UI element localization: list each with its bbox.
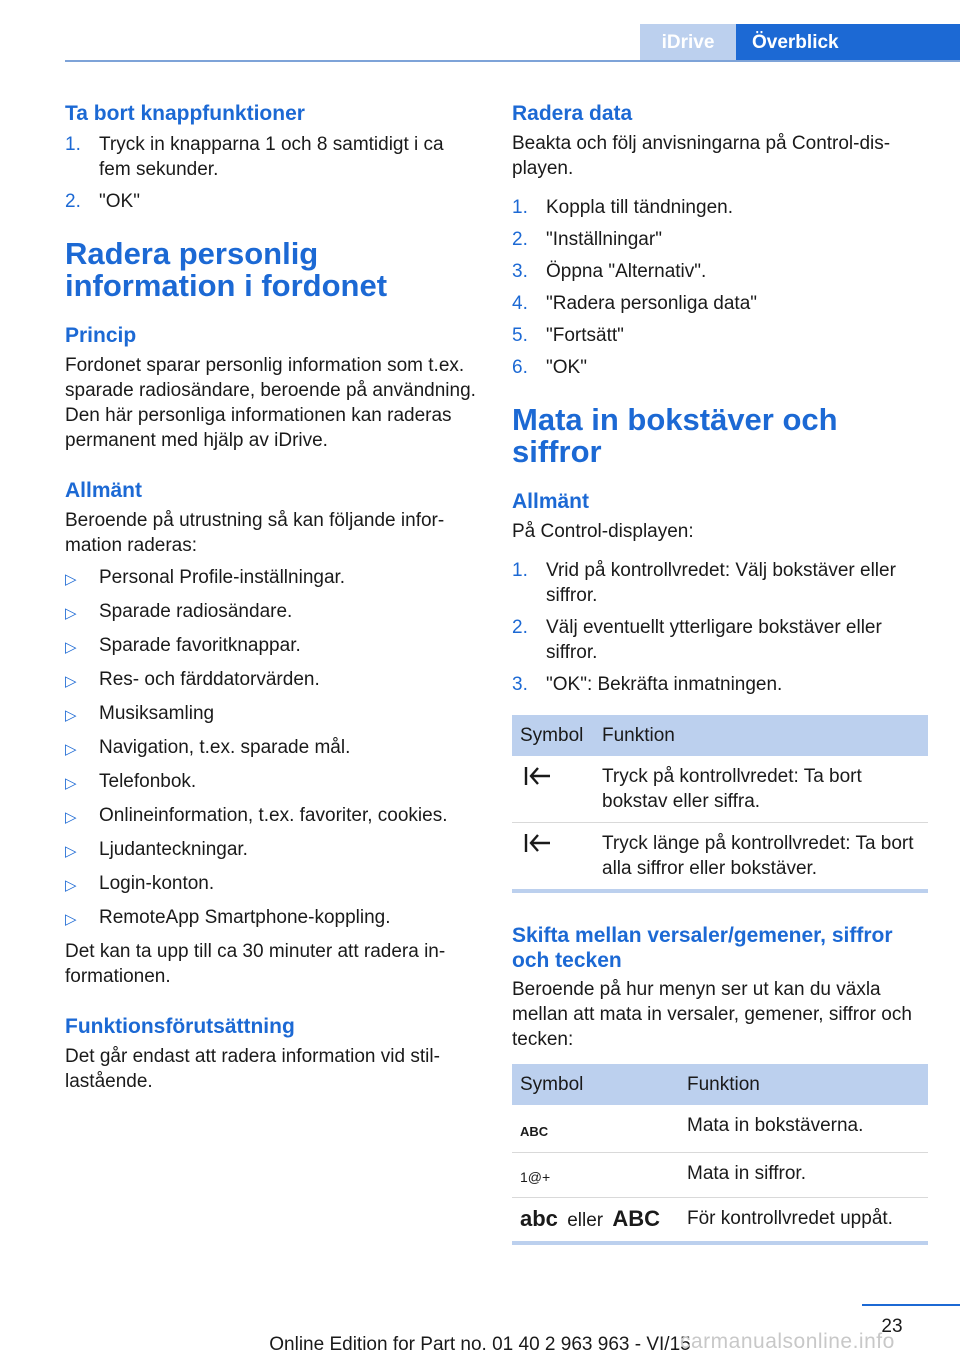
page-header xyxy=(0,0,960,62)
section-title-princip: Princip xyxy=(65,324,137,347)
triangle-bullet-icon: ▷ xyxy=(65,639,77,656)
list-item xyxy=(65,701,480,728)
column-header-funktion: Funktion xyxy=(679,1064,928,1105)
list-item xyxy=(65,905,480,932)
step-number: 4. xyxy=(512,293,528,314)
watermark: carmanualsonline.info xyxy=(680,1330,895,1353)
allmant-text: Beroende på utrustning så kan följande information raderas: xyxy=(65,510,445,556)
list-item xyxy=(65,667,480,694)
list-item xyxy=(65,189,480,214)
duration-text: Det kan ta upp till ca 30 minuter att radera informationen. xyxy=(65,941,446,987)
section-title-prerequisite: Funktionsförutsättning xyxy=(65,1015,295,1038)
list-item xyxy=(65,871,480,898)
lowercase-abc-icon: abc xyxy=(520,1206,558,1231)
list-item xyxy=(512,558,928,608)
column-header-symbol: Symbol xyxy=(512,1064,679,1105)
triangle-bullet-icon: ▷ xyxy=(65,707,77,724)
table-row xyxy=(512,1198,928,1244)
triangle-bullet-icon: ▷ xyxy=(65,741,77,758)
list-item-text: RemoteApp Smartphone-koppling. xyxy=(99,907,391,928)
list-item-text: Navigation, t.ex. sparade mål. xyxy=(99,737,351,758)
list-item xyxy=(65,803,480,830)
function-cell: Mata in bokstäverna. xyxy=(679,1105,928,1153)
list-item-text: Login-konton. xyxy=(99,873,215,894)
edition-footer: Online Edition for Part no. 01 40 2 963 963 - VI/15 xyxy=(269,1334,691,1355)
step-number: 2. xyxy=(512,617,528,638)
list-item xyxy=(512,259,928,284)
list-item xyxy=(512,323,928,348)
list-item xyxy=(512,615,928,665)
step-text: "Radera personliga data" xyxy=(546,293,758,314)
step-text: Öppna "Alternativ". xyxy=(546,261,707,282)
footer-divider xyxy=(862,1304,960,1306)
triangle-bullet-icon: ▷ xyxy=(65,775,77,792)
triangle-bullet-icon: ▷ xyxy=(65,571,77,588)
step-number: 1. xyxy=(65,134,81,155)
symbol-cell xyxy=(512,823,594,892)
right-column xyxy=(512,100,928,1245)
step-text: "OK": Bekräfta inmatningen. xyxy=(546,674,783,695)
triangle-bullet-icon: ▷ xyxy=(65,911,77,928)
section-title-remove-buttons: Ta bort knappfunktioner xyxy=(65,102,305,125)
section-title-switch-case: Skifta mellan versaler/gemener, siffror och tecken xyxy=(512,924,893,972)
list-item xyxy=(65,132,480,182)
heading-enter-letters-numbers: Mata in bokstäver och siffror xyxy=(512,402,838,469)
list-item-text: Sparade radiosändare. xyxy=(99,601,293,622)
step-text: Tryck in knapparna 1 och 8 samtidigt i ca fem sekunder. xyxy=(99,134,444,180)
enter-steps xyxy=(512,558,928,697)
step-number: 1. xyxy=(512,197,528,218)
table-header-row xyxy=(512,715,928,756)
radera-data-steps xyxy=(512,195,928,380)
list-item xyxy=(512,227,928,252)
step-text: Välj eventuellt ytterligare bokstäver eller siffror. xyxy=(546,617,882,663)
deletable-info-list xyxy=(65,565,480,932)
backspace-arrow-icon xyxy=(520,831,554,855)
function-cell: Tryck länge på kontrollvredet: Ta bort alla siffror eller bokstäver. xyxy=(594,823,928,892)
step-number: 2. xyxy=(512,229,528,250)
prerequisite-text: Det går endast att radera information vid stillastående. xyxy=(65,1046,440,1092)
triangle-bullet-icon: ▷ xyxy=(65,843,77,860)
backspace-arrow-icon xyxy=(520,764,554,788)
remove-buttons-steps xyxy=(65,132,480,214)
list-item xyxy=(512,672,928,697)
list-item xyxy=(512,291,928,316)
step-text: Vrid på kontrollvredet: Välj bokstäver eller siffror. xyxy=(546,560,896,606)
table-row xyxy=(512,1153,928,1198)
section-title-allmant: Allmänt xyxy=(65,479,143,502)
step-text: "OK" xyxy=(546,357,587,378)
symbol-table-delete xyxy=(512,715,928,893)
list-item-text: Ljudanteckningar. xyxy=(99,839,248,860)
switch-case-text: Beroende på hur menyn ser ut kan du växla mellan att mata in versaler, gemener, siffror och tecken: xyxy=(512,979,912,1050)
table-row xyxy=(512,756,928,823)
symbol-table-switch xyxy=(512,1064,928,1245)
radera-data-text: Beakta och följ anvisningarna på Control-displayen. xyxy=(512,133,891,179)
step-text: Koppla till tändningen. xyxy=(546,197,733,218)
list-item xyxy=(65,769,480,796)
table-header-row xyxy=(512,1064,928,1105)
uppercase-abc-icon: ABC xyxy=(520,1124,549,1139)
princip-text: Fordonet sparar personlig information som t.ex. sparade radiosändare, beroende på användning. Den här personliga informationen kan raderas permanent med hjälp av iDrive. xyxy=(65,355,476,451)
eller-label: eller xyxy=(567,1210,604,1231)
section-title-allmant-right: Allmänt xyxy=(512,490,590,513)
function-cell: För kontrollvredet uppåt. xyxy=(679,1198,928,1244)
page-number: 23 xyxy=(881,1316,903,1337)
triangle-bullet-icon: ▷ xyxy=(65,673,77,690)
list-item-text: Musiksamling xyxy=(99,703,215,724)
numbers-symbols-icon: 1@+ xyxy=(520,1169,551,1185)
column-header-symbol: Symbol xyxy=(512,715,594,756)
header-divider xyxy=(65,60,960,62)
tab-overblick[interactable]: Överblick xyxy=(736,24,960,62)
function-cell: Tryck på kontrollvredet: Ta bort bokstav eller siffra. xyxy=(594,756,928,823)
list-item xyxy=(65,633,480,660)
section-title-radera-data: Radera data xyxy=(512,102,633,125)
triangle-bullet-icon: ▷ xyxy=(65,877,77,894)
step-text: "Inställningar" xyxy=(546,229,662,250)
step-text: "Fortsätt" xyxy=(546,325,624,346)
triangle-bullet-icon: ▷ xyxy=(65,809,77,826)
symbol-cell xyxy=(512,1198,679,1244)
triangle-bullet-icon: ▷ xyxy=(65,605,77,622)
table-row xyxy=(512,823,928,892)
symbol-cell xyxy=(512,1105,679,1153)
column-header-funktion: Funktion xyxy=(594,715,928,756)
left-column xyxy=(65,100,480,1094)
list-item xyxy=(65,565,480,592)
step-number: 3. xyxy=(512,674,528,695)
step-number: 6. xyxy=(512,357,528,378)
list-item xyxy=(65,735,480,762)
control-display-text: På Control-displayen: xyxy=(512,521,694,542)
list-item-text: Telefonbok. xyxy=(99,771,197,792)
step-text: "OK" xyxy=(99,191,140,212)
step-number: 5. xyxy=(512,325,528,346)
list-item-text: Res- och färddatorvärden. xyxy=(99,669,320,690)
heading-delete-personal-info: Radera personlig information i fordonet xyxy=(65,236,388,303)
function-cell: Mata in siffror. xyxy=(679,1153,928,1198)
uppercase-abc-icon: ABC xyxy=(612,1206,661,1231)
step-number: 3. xyxy=(512,261,528,282)
list-item xyxy=(65,599,480,626)
list-item xyxy=(512,195,928,220)
list-item-text: Sparade favoritknappar. xyxy=(99,635,301,656)
step-number: 1. xyxy=(512,560,528,581)
symbol-cell xyxy=(512,756,594,823)
table-row xyxy=(512,1105,928,1153)
list-item-text: Onlineinformation, t.ex. favoriter, cookies. xyxy=(99,805,448,826)
step-number: 2. xyxy=(65,191,81,212)
list-item-text: Personal Profile-inställningar. xyxy=(99,567,346,588)
symbol-cell xyxy=(512,1153,679,1198)
tab-idrive[interactable]: iDrive xyxy=(640,24,736,62)
list-item xyxy=(512,355,928,380)
list-item xyxy=(65,837,480,864)
